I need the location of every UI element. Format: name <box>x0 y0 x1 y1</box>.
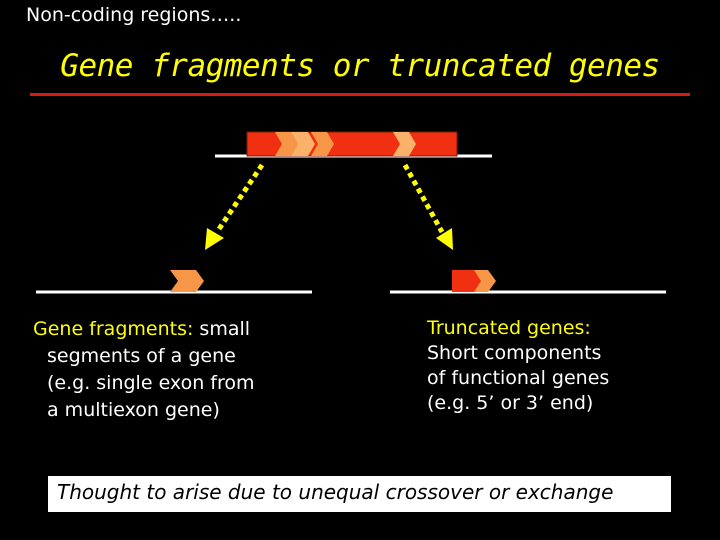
caption-line: a multiexon gene) <box>47 399 220 421</box>
caption-line: (e.g. 5’ or 3’ end) <box>427 392 594 414</box>
gene-fragments-label: Gene fragments: <box>33 318 194 340</box>
truncated-genes-label: Truncated genes: <box>427 317 591 339</box>
caption-line: Short components <box>427 342 602 364</box>
slide-title: Gene fragments or truncated genes <box>60 48 660 84</box>
caption-line: of functional genes <box>427 367 610 389</box>
gene-fragment-chevron-icon <box>170 270 204 292</box>
truncated-genes-caption <box>427 316 609 416</box>
caption-line: small <box>193 318 251 340</box>
dashed-arrow-left-icon <box>205 165 262 250</box>
footer-text: Thought to arise due to unequal crossover or exchange <box>57 480 614 504</box>
footer-box <box>47 475 672 513</box>
dashed-arrow-right-icon <box>405 165 453 250</box>
section-heading: Non-coding regions….. <box>26 4 242 26</box>
gene-fragments-caption <box>33 316 255 424</box>
caption-line: segments of a gene <box>47 345 236 367</box>
caption-line: (e.g. single exon from <box>47 372 255 394</box>
